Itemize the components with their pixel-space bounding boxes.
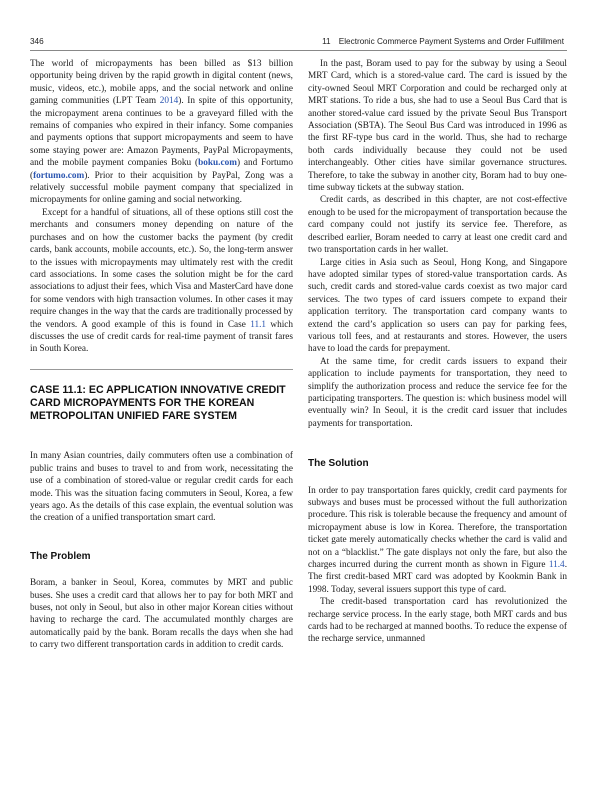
left-column [30,58,293,652]
solution-heading: The Solution [308,458,369,470]
paragraph-handful [30,207,293,356]
figure-link[interactable]: 11.4 [548,560,565,571]
text-run: ) and Fortumo ( [30,158,293,181]
paragraph-problem: Boram, a banker in Seoul, Korea, commutes by MRT and public buses. She uses a credit card that allows her to pay for both MRT and buses, not only in Seoul, but also in other major Korean cities without having to recharge the card. The accumulated monthly charges are automatically paid by the bank. Boram recalls the days when she had to carry two different transportation cards in addition to credit cards. [30,578,293,651]
problem-heading: The Problem [30,550,91,562]
citation-link[interactable]: 2014 [159,96,179,107]
paragraph-micropayments [30,58,293,207]
running-header: 11 Electronic Commerce Payment Systems and Order Fulfillment [322,37,564,46]
paragraph-credit-cards: Credit cards, as described in this chapter, are not cost-effective enough to be used for the micropayment of transportation because the card company could not justify its service fee. Therefore, as described earlier, Boram needed to carry at least one credit card and two transportation cards in her wallet. [308,195,567,256]
right-column [308,58,567,646]
case-link[interactable]: 11.1 [250,319,267,330]
fortumo-link[interactable]: fortumo.com [33,170,85,181]
paragraph-case-intro: In many Asian countries, daily commuters often use a combination of public trains and buses to travel to and from work, necessitating the use of a combination of stored-value or regular credit cards for each mode. This was the situation facing commuters in Seoul, Korea, a few years ago. As the details of this case explain, the eventual solution was the creation of a unified transportation smart card. [30,451,293,524]
boku-link[interactable]: boku.com [198,158,237,169]
page-number: 346 [30,37,44,46]
paragraph-recharge: The credit-based transportation card has revolutionized the recharge service process. In the early stage, both MRT cards and bus cards had to be recharged at manned booths. To reduce the expense of the recharge service, unmanned [308,597,567,645]
text-run: Except for a handful of situations, all of these options still cost the merchants and consumers money depending on nature of the purchases and on how the customer backs the payment (by credit cards, bank accounts, mobile accounts, etc.). So, the long-term answer to the issues with micropayments may ultimately rest with the credit card associations. In some cases the solution might be for the card associations to adjust their fees, which Visa and MasterCard have done for some vendors with high transaction volumes. In other cases it may require changes in the way that the cards are traditionally processed by the vendors. A good example of this is found in Case [30,207,293,330]
text-run: which discusses the use of credit cards for real-time payment of transit fares in South Korea. [30,319,293,355]
text-run: ). In spite of this opportunity, the micropayment arena continues to be a graveyard filled with the remains of companies who expired in their infancy. Some companies and payments options that support micropayments and seem to have some staying power are: Amazon Payments, PayPal Micropayments, and the mobile payment companies Boku ( [30,96,293,169]
paragraph-large-cities: Large cities in Asia such as Seoul, Hong Kong, and Singapore have adopted similar types of stored-value transportation cards. As such, credit cards and stored-value cards coexist as two major card services. The two types of card issuers compete to expand their application territory. The transportation card company wants to extend the card’s application so users can pay for parking fees, various toll fees, and at restaurants and stores. However, the users have to load the cards for prepayment. [308,257,567,355]
case-title: CASE 11.1: EC APPLICATION INNOVATIVE CREDIT CARD MICROPAYMENTS FOR THE KOREAN METROPOLITAN UNIFIED FARE SYSTEM [30,383,286,423]
text-run: The world of micropayments has been billed as $13 billion opportunity being driven by the rapid growth in digital content (news, music, videos, etc.), mobile apps, and the social network and online gaming communities (LPT Team [30,59,293,107]
case-rule [30,369,293,370]
header-rule [30,50,567,51]
text-run: In order to pay transportation fares quickly, credit card payments for subways and buses must be processed without the full authorization procedure. This risk is tolerable because the frequency and amount of micropayment abuse is low in Korea. Therefore, the transportation ticket gate merely automatically checks whether the card is valid and not on a “blacklist.” The gate displays not only the fare, but also the charges incurred during the current month as shown in Figure [308,485,567,571]
paragraph-same-time: At the same time, for credit cards issuers to expand their application to include payments for transportation, they need to simplify the authorization process and reduce the service fee for the participating transporters. The question is: which business model will eventually win? In Seoul, it is the credit card issuer that includes payments for transportation. [308,356,567,429]
text-run: ). Prior to their acquisition by PayPal, Zong was a relatively successful mobile payment company that specialized in micropayments for online gaming and social networking. [30,170,293,206]
paragraph-past: In the past, Boram used to pay for the subway by using a Seoul MRT Card, which is a stored-value card. The card is issued by the city-owned Seoul MRT Corporation and could be recharged only at MRT stations. To ride a bus, she had to use a Seoul Bus Card that is another stored-value card issued by the private Seoul Bus Transport Association (SBTA). The Seoul Bus Card was introduced in 1996 as the first RF-type bus card in the world. Thus, she had to recharge both cards individually because they could not be used interchangeably. Other cities have similar governance structures. Therefore, to take the subway in another city, Boram had to buy one-time subway tickets at the subway station. [308,59,567,194]
paragraph-solution [308,485,567,597]
text-run: . The first credit-based MRT card was adopted by Kookmin Bank in 1998. Today, several issuers support this type of card. [308,560,567,595]
